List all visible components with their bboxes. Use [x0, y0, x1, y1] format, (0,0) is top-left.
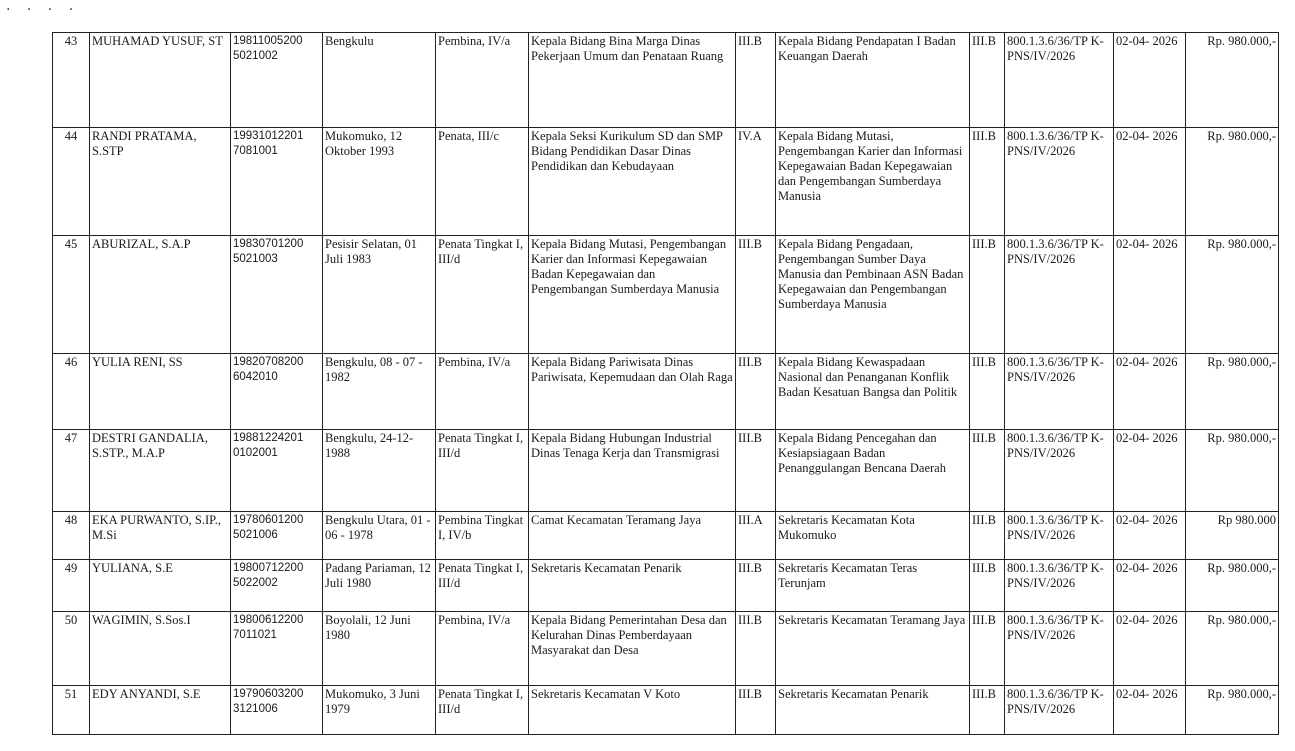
employee-name: DESTRI GANDALIA, S.STP., M.A.P: [90, 430, 231, 512]
employee-name: EKA PURWANTO, S.IP., M.Si: [90, 512, 231, 560]
table-row: [53, 33, 1279, 128]
employee-name: MUHAMAD YUSUF, ST: [90, 33, 231, 128]
employee-nip: 19881224201 0102001: [231, 430, 323, 512]
rank-grade: Penata Tingkat I, III/d: [436, 560, 529, 612]
employee-nip: 19931012201 7081001: [231, 128, 323, 236]
decree-number: 800.1.3.6/36/TP K-PNS/IV/2026: [1005, 128, 1114, 236]
row-number: 43: [53, 33, 90, 128]
previous-position: Kepala Bidang Hubungan Industrial Dinas Tenaga Kerja dan Transmigrasi: [529, 430, 736, 512]
row-number: 50: [53, 612, 90, 686]
new-position: Kepala Bidang Kewaspadaan Nasional dan Penanganan Konflik Badan Kesatuan Bangsa dan Politik: [776, 354, 970, 430]
row-number: 47: [53, 430, 90, 512]
previous-echelon: III.B: [736, 430, 776, 512]
table-row: [53, 560, 1279, 612]
rank-grade: Penata Tingkat I, III/d: [436, 686, 529, 735]
decree-date: 02-04- 2026: [1114, 512, 1186, 560]
employee-name: WAGIMIN, S.Sos.I: [90, 612, 231, 686]
row-number: 48: [53, 512, 90, 560]
decree-number: 800.1.3.6/36/TP K-PNS/IV/2026: [1005, 686, 1114, 735]
new-echelon: III.B: [970, 33, 1005, 128]
decree-date: 02-04- 2026: [1114, 430, 1186, 512]
rank-grade: Pembina, IV/a: [436, 354, 529, 430]
new-echelon: III.B: [970, 430, 1005, 512]
allowance-amount: Rp. 980.000,-: [1186, 430, 1279, 512]
employee-nip: 19800712200 5022002: [231, 560, 323, 612]
previous-position: Kepala Seksi Kurikulum SD dan SMP Bidang Pendidikan Dasar Dinas Pendidikan dan Kebudayaan: [529, 128, 736, 236]
birth-place-date: Bengkulu, 08 - 07 - 1982: [323, 354, 436, 430]
birth-place-date: Boyolali, 12 Juni 1980: [323, 612, 436, 686]
previous-echelon: III.B: [736, 686, 776, 735]
new-position: Kepala Bidang Pencegahan dan Kesiapsiagaan Badan Penanggulangan Bencana Daerah: [776, 430, 970, 512]
table-row: [53, 686, 1279, 735]
new-echelon: III.B: [970, 512, 1005, 560]
new-echelon: III.B: [970, 686, 1005, 735]
row-number: 46: [53, 354, 90, 430]
decree-number: 800.1.3.6/36/TP K-PNS/IV/2026: [1005, 560, 1114, 612]
birth-place-date: Pesisir Selatan, 01 Juli 1983: [323, 236, 436, 354]
employee-name: ABURIZAL, S.A.P: [90, 236, 231, 354]
employee-nip: 19820708200 6042010: [231, 354, 323, 430]
previous-echelon: III.B: [736, 33, 776, 128]
table-row: [53, 128, 1279, 236]
row-number: 45: [53, 236, 90, 354]
new-echelon: III.B: [970, 236, 1005, 354]
decree-date: 02-04- 2026: [1114, 128, 1186, 236]
table-row: [53, 354, 1279, 430]
employee-nip: 19830701200 5021003: [231, 236, 323, 354]
decree-number: 800.1.3.6/36/TP K-PNS/IV/2026: [1005, 354, 1114, 430]
allowance-amount: Rp. 980.000,-: [1186, 354, 1279, 430]
allowance-amount: Rp. 980.000,-: [1186, 128, 1279, 236]
corner-marks: · · · ·: [6, 2, 80, 18]
employee-name: YULIANA, S.E: [90, 560, 231, 612]
decree-date: 02-04- 2026: [1114, 33, 1186, 128]
new-echelon: III.B: [970, 354, 1005, 430]
new-position: Kepala Bidang Pendapatan I Badan Keuangan Daerah: [776, 33, 970, 128]
new-position: Kepala Bidang Pengadaan, Pengembangan Sumber Daya Manusia dan Pembinaan ASN Badan Kepegawaian dan Pengembangan Sumberdaya Manusia: [776, 236, 970, 354]
decree-number: 800.1.3.6/36/TP K-PNS/IV/2026: [1005, 236, 1114, 354]
table-row: [53, 430, 1279, 512]
employee-nip: 19780601200 5021006: [231, 512, 323, 560]
birth-place-date: Bengkulu Utara, 01 - 06 - 1978: [323, 512, 436, 560]
previous-echelon: III.B: [736, 560, 776, 612]
employee-nip: 19811005200 5021002: [231, 33, 323, 128]
row-number: 51: [53, 686, 90, 735]
new-echelon: III.B: [970, 612, 1005, 686]
allowance-amount: Rp. 980.000,-: [1186, 612, 1279, 686]
previous-position: Sekretaris Kecamatan V Koto: [529, 686, 736, 735]
previous-echelon: III.B: [736, 612, 776, 686]
decree-number: 800.1.3.6/36/TP K-PNS/IV/2026: [1005, 33, 1114, 128]
rank-grade: Penata Tingkat I, III/d: [436, 236, 529, 354]
allowance-amount: Rp. 980.000,-: [1186, 33, 1279, 128]
row-number: 49: [53, 560, 90, 612]
new-echelon: III.B: [970, 128, 1005, 236]
allowance-amount: Rp. 980.000,-: [1186, 686, 1279, 735]
birth-place-date: Bengkulu: [323, 33, 436, 128]
decree-date: 02-04- 2026: [1114, 686, 1186, 735]
previous-position: Sekretaris Kecamatan Penarik: [529, 560, 736, 612]
decree-date: 02-04- 2026: [1114, 560, 1186, 612]
previous-position: Kepala Bidang Pemerintahan Desa dan Kelurahan Dinas Pemberdayaan Masyarakat dan Desa: [529, 612, 736, 686]
birth-place-date: Mukomuko, 12 Oktober 1993: [323, 128, 436, 236]
previous-echelon: III.B: [736, 236, 776, 354]
rank-grade: Pembina, IV/a: [436, 612, 529, 686]
table-row: [53, 236, 1279, 354]
new-position: Kepala Bidang Mutasi, Pengembangan Karier dan Informasi Kepegawaian Badan Kepegawaian dan Pengembangan Sumberdaya Manusia: [776, 128, 970, 236]
rank-grade: Penata Tingkat I, III/d: [436, 430, 529, 512]
employee-name: YULIA RENI, SS: [90, 354, 231, 430]
employee-nip: 19800612200 7011021: [231, 612, 323, 686]
rank-grade: Penata, III/c: [436, 128, 529, 236]
previous-position: Camat Kecamatan Teramang Jaya: [529, 512, 736, 560]
employee-nip: 19790603200 3121006: [231, 686, 323, 735]
decree-number: 800.1.3.6/36/TP K-PNS/IV/2026: [1005, 512, 1114, 560]
previous-echelon: III.A: [736, 512, 776, 560]
new-position: Sekretaris Kecamatan Teramang Jaya: [776, 612, 970, 686]
birth-place-date: Mukomuko, 3 Juni 1979: [323, 686, 436, 735]
previous-echelon: III.B: [736, 354, 776, 430]
previous-position: Kepala Bidang Pariwisata Dinas Pariwisata, Kepemudaan dan Olah Raga: [529, 354, 736, 430]
table-row: [53, 612, 1279, 686]
allowance-amount: Rp 980.000: [1186, 512, 1279, 560]
new-position: Sekretaris Kecamatan Teras Terunjam: [776, 560, 970, 612]
personnel-table: [52, 32, 1279, 735]
previous-position: Kepala Bidang Mutasi, Pengembangan Karier dan Informasi Kepegawaian Badan Kepegawaian dan Pengembangan Sumberdaya Manusia: [529, 236, 736, 354]
employee-name: RANDI PRATAMA, S.STP: [90, 128, 231, 236]
decree-date: 02-04- 2026: [1114, 612, 1186, 686]
decree-date: 02-04- 2026: [1114, 236, 1186, 354]
decree-number: 800.1.3.6/36/TP K-PNS/IV/2026: [1005, 430, 1114, 512]
birth-place-date: Padang Pariaman, 12 Juli 1980: [323, 560, 436, 612]
row-number: 44: [53, 128, 90, 236]
new-position: Sekretaris Kecamatan Penarik: [776, 686, 970, 735]
allowance-amount: Rp. 980.000,-: [1186, 560, 1279, 612]
table-row: [53, 512, 1279, 560]
rank-grade: Pembina Tingkat I, IV/b: [436, 512, 529, 560]
previous-position: Kepala Bidang Bina Marga Dinas Pekerjaan Umum dan Penataan Ruang: [529, 33, 736, 128]
decree-number: 800.1.3.6/36/TP K-PNS/IV/2026: [1005, 612, 1114, 686]
new-position: Sekretaris Kecamatan Kota Mukomuko: [776, 512, 970, 560]
previous-echelon: IV.A: [736, 128, 776, 236]
decree-date: 02-04- 2026: [1114, 354, 1186, 430]
allowance-amount: Rp. 980.000,-: [1186, 236, 1279, 354]
new-echelon: III.B: [970, 560, 1005, 612]
birth-place-date: Bengkulu, 24-12- 1988: [323, 430, 436, 512]
rank-grade: Pembina, IV/a: [436, 33, 529, 128]
employee-name: EDY ANYANDI, S.E: [90, 686, 231, 735]
